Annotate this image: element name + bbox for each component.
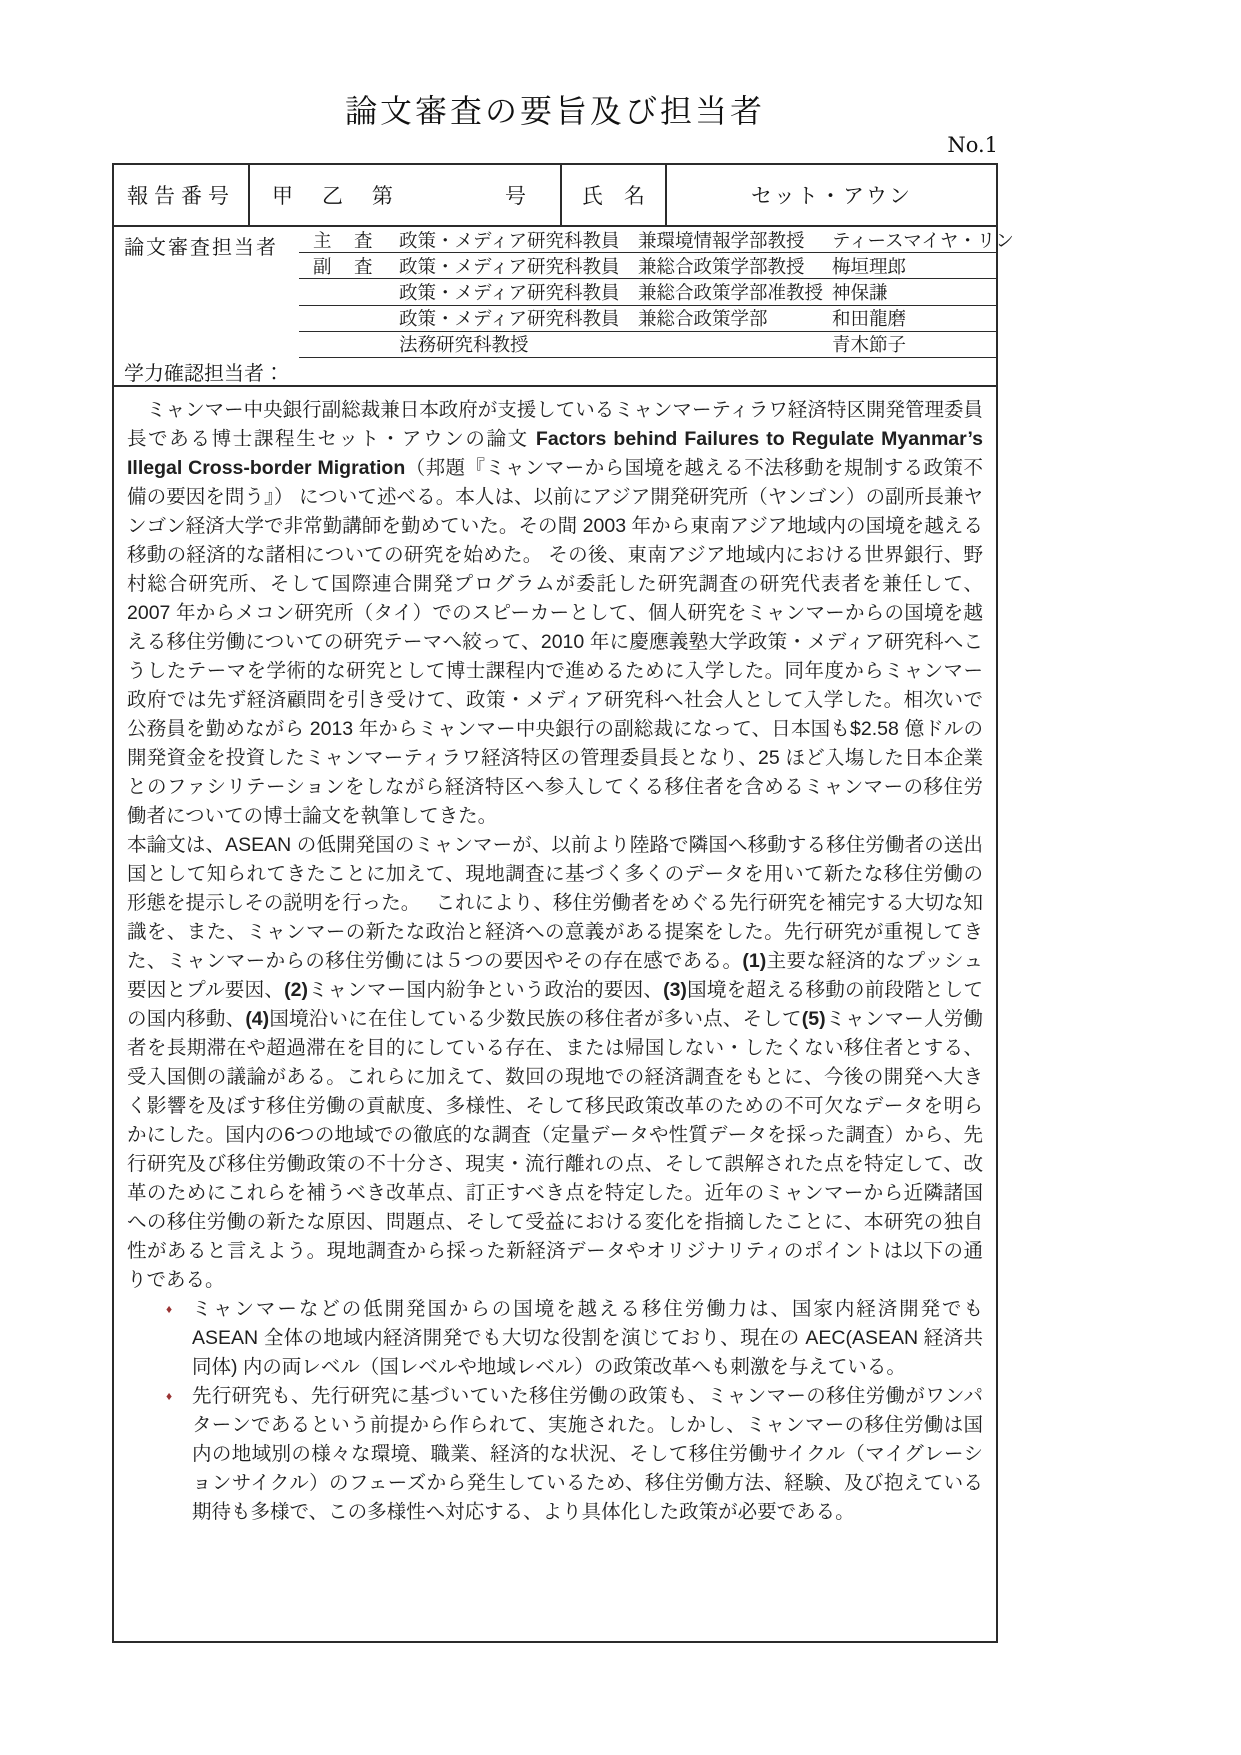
reviewer-row: [299, 253, 996, 279]
page-number: No.1: [947, 133, 998, 157]
thesis-title-text: (2): [284, 978, 308, 1001]
body-paragraphs: [127, 396, 983, 1295]
thesis-title-text: (1): [742, 949, 767, 972]
reviewer-affiliation: 政策・メディア研究科教員 兼環境情報学部教授: [399, 229, 805, 251]
paragraph-text: ミャンマー国内紛争という政治的要因、: [307, 978, 664, 1001]
reviewers-section: [114, 227, 1014, 358]
reviewer-affiliation: 法務研究科教授: [399, 334, 529, 356]
paragraph-text: 本論文は、ASEAN の低開発国のミャンマーが、以前より陸路で隣国へ移動する移住労働者の送出国として知られてきたことに加えて、現地調査に基づく多くのデータを用いて新たな移住労働の形態を提示しその説明を行った。 これにより、移住労働者をめぐる先行研究を補完する大切な知識を、また、ミャンマーの新たな政治と経済への意義がある提案をした。先行研究が重視してきた、ミャンマーからの移住労働には５つの要因やその存在感である。: [127, 833, 983, 972]
header-row: [114, 165, 996, 227]
reviewer-affiliation: 政策・メディア研究科教員 兼総合政策学部准教授: [399, 281, 824, 303]
reviewer-name: 梅垣理郎: [832, 255, 907, 277]
diamond-bullet-icon: ♦: [166, 1388, 173, 1403]
paragraph-text: （邦題『ミャンマーから国境を越える不法移動を規制する政策不備の要因を問う』） について述べる。本人は、以前にアジア開発研究所（ヤンゴン）の副所長兼ヤンゴン経済大学で非常勤講師を勤めていた。その間 2003 年から東南アジア地域内の国境を越える移動の経済的な諸相についての研究を始めた。 その後、東南アジア地域内における世界銀行、野村総合研究所、そして国際連合開発プログラムが委託した研究調査の研究代表者を兼任して、2007 年からメコン研究所（タイ）でのスピーカーとして、個人研究をミャンマーからの国境を越える移住労働についての研究テーマへ絞って、2010 年に慶應義塾大学政策・メディア研究科へこうしたテーマを学術的な研究として博士課程内で進めるために入学した。同年度からミャンマー政府では先ず経済顧問を引き受けて、政策・メディア研究科へ社会人として入学した。相次いで公務員を勤めながら 2013 年からミャンマー中央銀行の副総裁になって、日本国も$2.58 億ドルの開発資金を投資したミャンマーティラワ経済特区の管理委員長となり、25 ほど入塲した日本企業とのファシリテーションをしながら経済特区へ参入してくる移住者を含めるミャンマーの移住労働者についての博士論文を執筆してきた。: [127, 456, 983, 827]
paragraph-text: ミャンマー中央銀行副総裁兼日本政府が支援しているミャンマーティラワ経済特区開発管理委員長である博士課程生セット・アウンの論文: [127, 398, 983, 450]
paragraph-text: 国境を超える移動の前段階としての国内移動、: [127, 978, 983, 1030]
candidate-name: セット・アウン: [751, 185, 912, 208]
thesis-title-text: (4): [245, 1007, 270, 1030]
paragraph-text: 国境沿いに在住している少数民族の移住者が多い点、そして: [269, 1007, 802, 1030]
report-number-suffix: 号: [505, 184, 530, 208]
thesis-title-text: Factors behind Failures to Regulate Myanmar’s Illegal Cross-border Migration: [127, 427, 984, 479]
academic-check-label: 学力確認担当者：: [114, 358, 996, 387]
page-title: 論文審査の要旨及び担当者: [344, 92, 765, 130]
reviewer-row: [299, 332, 996, 358]
reviewer-name: 神保謙: [832, 281, 888, 303]
reviewer-row: [299, 227, 1014, 253]
bullet-list: [127, 1295, 983, 1527]
reviewer-affiliation: 政策・メディア研究科教員 兼総合政策学部教授: [399, 255, 805, 277]
report-number-label: 報告番号: [114, 165, 250, 225]
reviewer-row: [299, 279, 996, 305]
paragraph-text: ミャンマー人労働者を長期滞在や超過滞在を目的にしている存在、または帰国しない・したくない移住者とする、受入国側の議論がある。これらに加えて、数回の現地での経済調査をもとに、今後の開発へ大きく影響を及ぼす移住労働の貢献度、多様性、そして移民政策改革のための不可欠なデータを明らかにした。国内の6つの地域での徹底的な調査（定量データや性質データを採った調査）から、先行研究及び移住労働政策の不十分さ、現実・流行離れの点、そして誤解された点を特定して、改革のためにこれらを補うべき改革点、訂正すべき点を特定した。近年のミャンマーから近隣諸国への移住労働の新たな原因、問題点、そして受益における変化を指摘したことに、本研究の独自性があると言えよう。現地調査から採った新経済データやオリジナリティのポイントは以下の通りである。: [127, 1007, 983, 1291]
bullet-item: [127, 1295, 983, 1382]
review-table: [112, 163, 1014, 1643]
body-paragraph: [127, 396, 983, 831]
bullet-text: ミャンマーなどの低開発国からの国境を越える移住労働力は、国家内経済開発でも ASEAN 全体の地域内経済開発でも大切な役割を演じており、現在の AEC(ASEAN 経済共同体) 内の両レベル（国レベルや地域レベル）の政策改革へも刺激を与えている。: [192, 1297, 983, 1378]
thesis-title-text: (5): [801, 1007, 826, 1030]
reviewer-affiliation: 政策・メディア研究科教員 兼総合政策学部: [399, 308, 768, 330]
review-summary-body: [114, 387, 996, 1641]
reviewer-role: 主 査: [313, 229, 375, 251]
paragraph-text: 主要な経済的なプッシュ要因とプル要因、: [127, 949, 983, 1001]
reviewer-name: 青木節子: [832, 334, 907, 356]
thesis-title-text: (3): [663, 978, 687, 1001]
reviewer-name: ティースマイヤ・リン: [832, 229, 1014, 251]
reviewer-name: 和田龍磨: [832, 308, 907, 330]
reviewers-label: 論文審査担当者: [124, 237, 278, 259]
report-number-prefix: 甲 乙 第: [272, 184, 397, 208]
diamond-bullet-icon: ♦: [166, 1301, 173, 1316]
name-label: 氏 名: [562, 165, 667, 225]
reviewer-role: 副 査: [313, 255, 375, 277]
report-number-value: [250, 165, 562, 225]
body-paragraph: [127, 831, 983, 1295]
reviewer-row: [299, 306, 996, 332]
bullet-item: [127, 1382, 983, 1527]
bullet-text: 先行研究も、先行研究に基づいていた移住労働の政策も、ミャンマーの移住労働がワンパターンであるという前提から作られて、実施された。しかし、ミャンマーの移住労働は国内の地域別の様々な環境、職業、経済的な状況、そして移住労働サイクル（マイグレーションサイクル）のフェーズから発生しているため、移住労働方法、経験、及び抱えている期待も多様で、この多様性へ対応する、より具体化した政策が必要である。: [192, 1384, 983, 1523]
